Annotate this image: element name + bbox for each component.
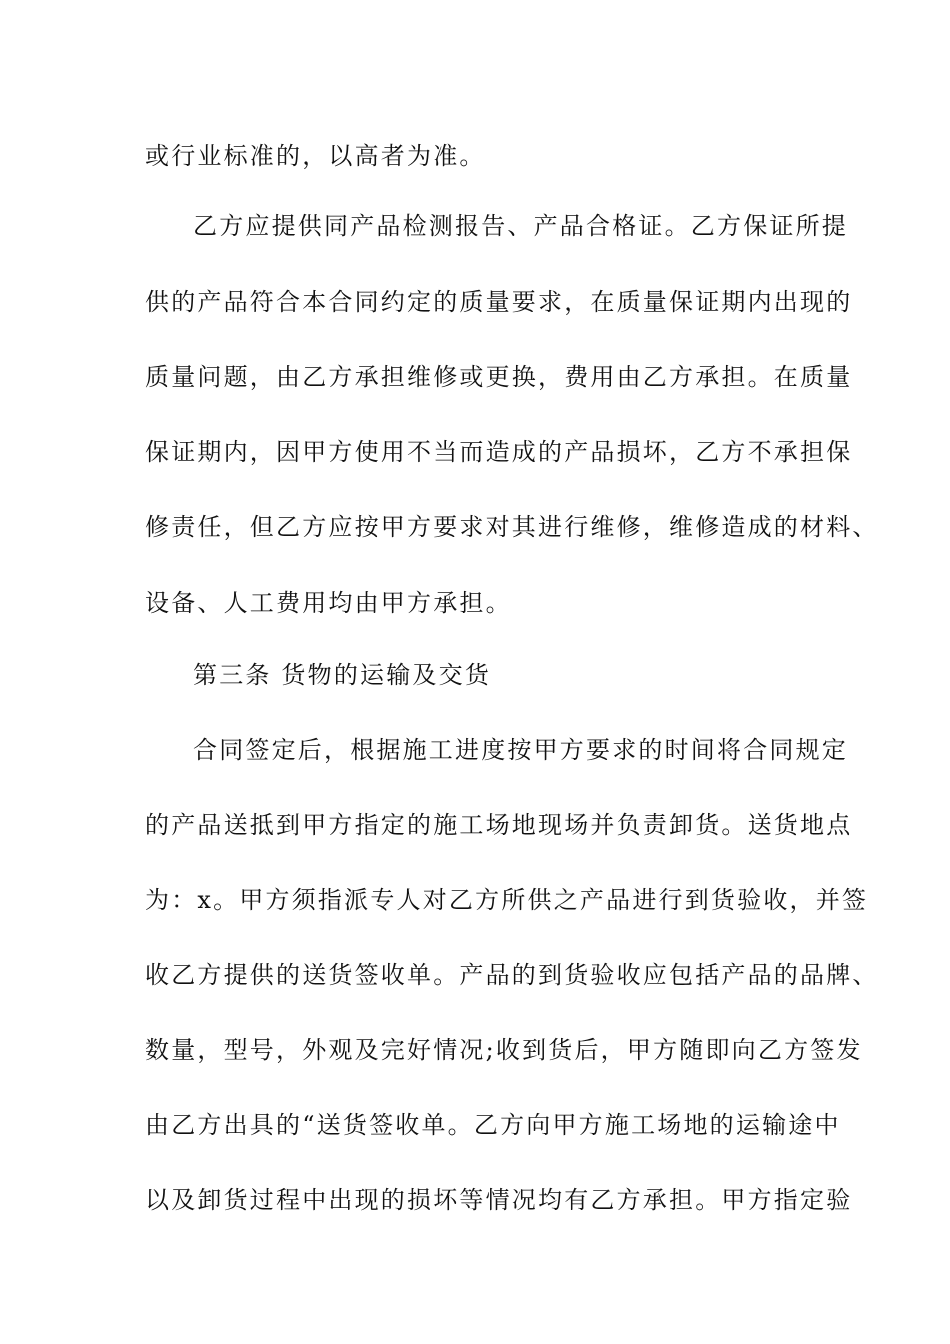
section-heading: 第三条 货物的运输及交货 xyxy=(193,661,492,689)
paragraph-line: 数量，型号，外观及完好情况;收到货后，甲方随即向乙方签发 xyxy=(145,1036,863,1064)
paragraph-line: 收乙方提供的送货签收单。产品的到货验收应包括产品的品牌、 xyxy=(145,961,879,989)
paragraph-line: 质量问题，由乙方承担维修或更换，费用由乙方承担。在质量 xyxy=(145,363,853,391)
paragraph-line: 的产品送抵到甲方指定的施工场地现场并负责卸货。送货地点 xyxy=(145,811,853,839)
paragraph-line: 保证期内，因甲方使用不当而造成的产品损坏，乙方不承担保 xyxy=(145,438,853,466)
paragraph-line: 为：x。甲方须指派专人对乙方所供之产品进行到货验收，并签 xyxy=(145,886,869,914)
paragraph-line: 修责任，但乙方应按甲方要求对其进行维修，维修造成的材料、 xyxy=(145,513,879,541)
paragraph-line: 设备、人工费用均由甲方承担。 xyxy=(145,589,512,617)
paragraph-line: 合同签定后，根据施工进度按甲方要求的时间将合同规定 xyxy=(193,736,848,764)
paragraph-line: 供的产品符合本合同约定的质量要求，在质量保证期内出现的 xyxy=(145,288,853,316)
paragraph-line: 或行业标准的，以高者为准。 xyxy=(145,142,486,170)
paragraph-line: 由乙方出具的“送货签收单。乙方向甲方施工场地的运输途中 xyxy=(145,1111,841,1139)
paragraph-line: 乙方应提供同产品检测报告、产品合格证。乙方保证所提 xyxy=(193,212,848,240)
paragraph-line: 以及卸货过程中出现的损坏等情况均有乙方承担。甲方指定验 xyxy=(145,1186,853,1214)
